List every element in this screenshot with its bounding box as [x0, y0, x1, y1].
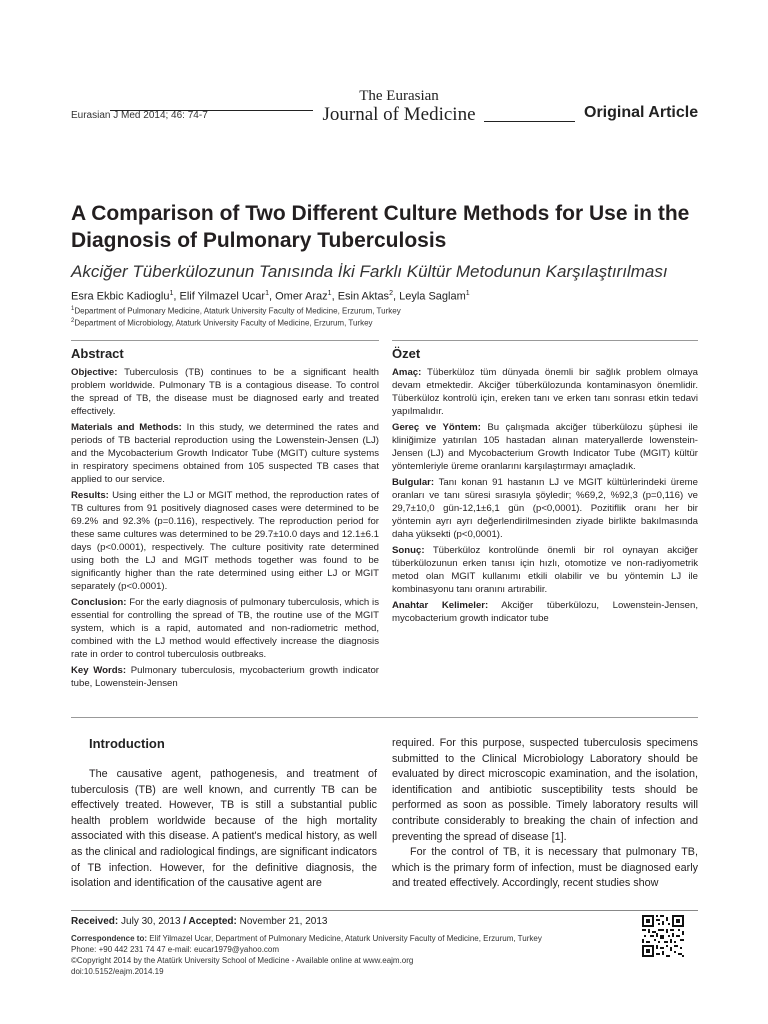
affiliation: [71, 318, 373, 328]
ozet-heading: Özet: [392, 346, 421, 361]
ozet-body: [392, 366, 698, 628]
correspondence-text: Elif Yilmazel Ucar, Department of Pulmonary Medicine, Ataturk University Faculty of Medicine, Erzurum, Turkey: [149, 934, 542, 943]
footer-info: [71, 933, 631, 977]
body-column-left: [71, 767, 377, 892]
author-affil-ref: 2: [389, 290, 393, 297]
journal-name-line1: The Eurasian: [359, 88, 439, 104]
correspondence-label: Correspondence to:: [71, 934, 148, 943]
abstract-rule: [71, 340, 379, 341]
ozet-section: [392, 544, 698, 596]
section-divider: [71, 717, 698, 718]
abstract-body: [71, 366, 379, 693]
affiliation: [71, 306, 401, 316]
author-list: Esra Ekbic Kadioglu$^1$, Elif Yilmazel Ucar$^1$, Omer Araz$^1$, Esin Aktas$^2$, Leyla Saglam$^1$: [71, 290, 470, 303]
footer-rule: [71, 910, 698, 911]
abstract-heading: Abstract: [71, 346, 124, 361]
section-text: Tanı konan 91 hastanın LJ ve MGIT kültürlerindeki üreme oranları ve tanı süresi sırasıyla şöyledir; %69,2, %92,3 (p=0,116) ve 29,7±10,0 gün-12,1±6,1 gün (p<0,0001). Pozitiflik oranı her bir yöntemin ayrı ayrı değerlendirilmesinden ziyade birlikte bakılmasında daha yüksekti (p<0,0001).: [392, 477, 698, 540]
section-text: Tuberculosis (TB) continues to be a significant health problem worldwide. Pulmonary TB is a contagious disease. To control the spread of TB, the disease must be diagnosed early and treated effectively.: [71, 367, 379, 417]
abstract-section: [71, 664, 379, 690]
section-text: Tüberküloz kontrolünde önemli bir rol oynayan akciğer tüberkülozunun erken tanısı için hızlı, otomotize ve non-radiyometrik metod olan MGIT kullanımı etkili olabilir ve bu yöntemin LJ ile kombinasyonu tanı oranını artırabilir.: [392, 545, 698, 595]
article-type: Original Article: [584, 104, 699, 121]
section-text: Pulmonary tuberculosis, mycobacterium growth indicator tube, Lowenstein-Jensen: [71, 665, 379, 689]
section-label: Sonuç:: [392, 545, 425, 556]
ozet-section: [392, 599, 698, 625]
abstract-section: [71, 596, 379, 661]
article-dates: [71, 916, 327, 927]
section-label: Materials and Methods:: [71, 422, 182, 433]
received-label: Received:: [71, 916, 119, 927]
journal-name-line2: Journal of Medicine: [322, 104, 476, 125]
section-label: Gereç ve Yöntem:: [392, 422, 481, 433]
body-column-right: [392, 736, 698, 892]
section-label: Anahtar Kelimeler:: [392, 600, 489, 611]
affiliation-text: Department of Microbiology, Ataturk University Faculty of Medicine, Erzurum, Turkey: [74, 318, 373, 328]
ozet-section: [392, 476, 698, 541]
doi-line: doi:10.5152/eajm.2014.19: [71, 967, 164, 976]
article-title: A Comparison of Two Different Culture Methods for Use in the Diagnosis of Pulmonary Tuberculosis: [71, 202, 690, 252]
accepted-date: November 21, 2013: [239, 916, 328, 927]
qr-code-graphic: [641, 914, 685, 958]
qr-code-icon: [641, 914, 685, 958]
introduction-heading: Introduction: [89, 736, 165, 751]
accepted-label: / Accepted:: [183, 916, 237, 927]
section-label: Objective:: [71, 367, 118, 378]
ozet-rule: [392, 340, 698, 341]
section-text: In this study, we determined the rates and periods of TB bacterial reproduction using the Lowenstein-Jensen (LJ) and the Mycobacterium Growth Indicator Tube (MGIT) culture systems in respiratory specimens obtained from 105 suspected TB cases that applied to our service.: [71, 422, 379, 485]
journal-citation: Eurasian J Med 2014; 46: 74-7: [71, 110, 208, 121]
journal-logo: [318, 89, 480, 124]
abstract-section: [71, 421, 379, 486]
article-subtitle: Akciğer Tüberkülozunun Tanısında İki Farklı Kültür Metodunun Karşılaştırılması: [71, 262, 668, 281]
section-text: Akciğer tüberkülozu, Lowenstein-Jensen, mycobacterium growth indicator tube: [392, 600, 698, 624]
affiliation-number: 1: [71, 306, 75, 312]
received-date: July 30, 2013: [121, 916, 181, 927]
affiliation-text: Department of Pulmonary Medicine, Ataturk University Faculty of Medicine, Erzurum, Turkey: [74, 306, 401, 316]
author-affil-ref: 1: [327, 290, 332, 297]
section-label: Key Words:: [71, 665, 127, 676]
section-label: Results:: [71, 490, 109, 501]
copyright-line: ©Copyright 2014 by the Atatürk University School of Medicine - Available online at www.eajm.org: [71, 956, 414, 965]
section-label: Bulgular:: [392, 477, 435, 488]
author-name: Leyla Saglam: [399, 290, 466, 303]
section-text: Using either the LJ or MGIT method, the reproduction rates of TB cultures from 91 positively diagnosed cases were determined to be 69.2% and 92.3% (p=0.116), respectively. The reproduction period for these same cultures was determined to be 29.7±10.0 days and 12.1±6.1 days (p<0.0001), respectively. The culture positivity rate determined using both the LJ and MGIT methods together was found to be significantly higher than the rate determined using either LJ or MGIT separately (p<0.0001).: [71, 490, 379, 592]
section-text: Bu çalışmada akciğer tüberkülozu şüphesi ile kliniğimize yatırılan 105 hastadan alınan materyallerde lowenstein-Jensen (LJ) and Mycobacterium Growth Indicator Tube (MGIT) kültür yöntemleriyle üreme oranlarını karşılaştırmayı amaçladık.: [392, 422, 699, 472]
affiliation-number: 2: [71, 318, 75, 324]
body-paragraph: The causative agent, pathogenesis, and treatment of tuberculosis (TB) are well known, and currently TB can be effectively treated. However, TB is still a substantial public health problem worldwide because of the high mortality associated with this disease. A patient's medical history, as well as the clinical and radiological findings, are significant indicators of TB infection. However, for the definitive diagnosis, the isolation and identification of the causative agent are: [71, 768, 377, 890]
author-affil-ref: 1: [465, 290, 470, 297]
author-name: Esin Aktas: [337, 290, 390, 303]
section-text: For the early diagnosis of pulmonary tuberculosis, which is essential for controlling the spread of TB, the routine use of the MGIT system, which is a rapid, automated and non-radiometric method, combined with the LJ method would effectively increase the diagnosis rate in order to control tuberculosis outbreaks.: [71, 597, 379, 660]
author-name: Esra Ekbic Kadioglu: [71, 290, 170, 303]
abstract-section: [71, 489, 379, 593]
header-rule-right: [484, 121, 575, 122]
header-rule-left: [110, 110, 313, 111]
ozet-section: [392, 421, 698, 473]
section-label: Conclusion:: [71, 597, 127, 608]
body-paragraph: For the control of TB, it is necessary that pulmonary TB, which is the primary form of infection, must be diagnosed early and treated effectively. Accordingly, recent studies show: [392, 846, 698, 890]
author-name: Omer Araz: [275, 290, 328, 303]
section-text: Tüberküloz tüm dünyada önemli bir sağlık problem olmaya devam etmektedir. Akciğer tüberkülozunda kontaminasyon önemlidir. Tüberküloz kontrolü için, ereken tanı ve erken tanı sonrası etkin tedavi yapılmalıdır.: [392, 367, 698, 417]
author-affil-ref: 1: [169, 290, 174, 297]
author-name: Elif Yilmazel Ucar: [179, 290, 266, 303]
correspondence-line: [71, 933, 631, 944]
contact-line: Phone: +90 442 231 74 47 e-mail: eucar1979@yahoo.com: [71, 945, 280, 954]
author-affil-ref: 1: [265, 290, 269, 297]
abstract-section: [71, 366, 379, 418]
body-paragraph: required. For this purpose, suspected tuberculosis specimens submitted to the Clinical Microbiology Laboratory should be evaluated by direct microscopic examination, and the isolation, identification and antibiotic susceptibility tests should be performed as soon as possible. Timely laboratory results will contribute considerably to breaking the chain of infection and preventing the spread of disease [1].: [392, 737, 698, 843]
section-label: Amaç:: [392, 367, 422, 378]
ozet-section: [392, 366, 698, 418]
